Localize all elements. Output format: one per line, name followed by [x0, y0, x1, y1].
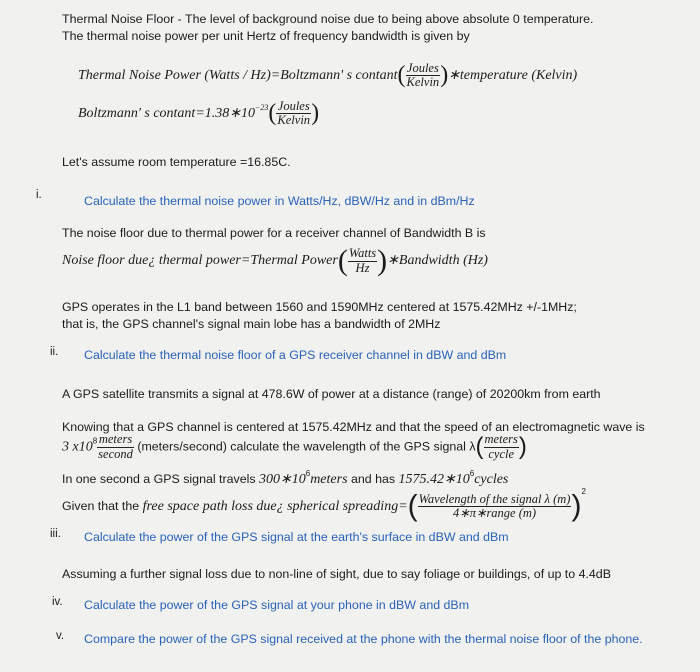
noise-floor-line: The noise floor due to thermal power for a receiver channel of Bandwidth B is: [62, 226, 486, 240]
gps-line-2: that is, the GPS channel's signal main lobe has a bandwidth of 2MHz: [62, 317, 441, 331]
noise-floor-equation: Noise floor due¿ thermal power=Thermal Power( $\frac{\text{Watts}}{Hz}$ )∗Bandwidth (Hz): [62, 244, 488, 277]
eq1-denominator: Kelvin: [406, 75, 440, 90]
question-2-text: Calculate the thermal noise floor of a GPS receiver channel in dBW and dBm: [84, 348, 507, 362]
question-5-label: v.: [56, 630, 65, 642]
eq1-numerator: Joules: [406, 61, 439, 75]
gps-line-1: GPS operates in the L1 band between 1560 and 1590MHz centered at 1575.42MHz +/-1MHz;: [62, 300, 577, 314]
one-second-value-exponent: 6: [305, 469, 311, 478]
thermal-noise-equation: Thermal Noise Power (Watts / Hz)=Boltzmann' s contant( $\frac{\text{Joules}}{\text{Kelvin}}$ )∗temperature (Kelvin): [78, 61, 578, 90]
wave-speed-fraction: [97, 433, 134, 460]
eq2-exponent: −23: [255, 102, 269, 112]
fspl-exponent: 2: [581, 487, 586, 496]
eq2-numerator: Joules: [277, 99, 310, 113]
wave-line-1: Knowing that a GPS channel is centered at 1575.42MHz and that the speed of an electromagnetic wave is: [62, 420, 645, 434]
wave-speed-denominator: second: [98, 446, 133, 461]
wave-speed-numerator: meters: [98, 432, 133, 447]
question-5-text: Compare the power of the GPS signal received at the phone with the thermal noise floor of the phone.: [84, 632, 643, 646]
eq2-denominator: Kelvin: [277, 113, 311, 128]
fspl-numerator: Wavelength of the signal λ (m): [418, 492, 571, 507]
foliage-line: Assuming a further signal loss due to non-line of sight, due to say foliage or buildings, of up to 4.4dB: [62, 567, 611, 581]
one-second-unit: meters: [310, 472, 348, 487]
question-3-label: iii.: [50, 528, 61, 540]
question-1-text: Calculate the thermal noise power in Watts/Hz, dBW/Hz and in dBm/Hz: [84, 194, 475, 208]
one-second-value: 300∗10: [259, 472, 306, 487]
boltzmann-equation: Boltzmann' s $contant=1.38∗10^{-23}$( $\frac{\text{Joules}}{\text{Kelvin}}$ ): [78, 99, 320, 128]
question-1-label: i.: [36, 189, 42, 201]
wave-coefficient: 3 x10: [62, 439, 93, 455]
one-second-line: [62, 469, 508, 488]
eq1-fraction: [406, 62, 441, 89]
noise-floor-fraction: [348, 247, 377, 274]
question-3-text: Calculate the power of the GPS signal at the earth's surface in dBW and dBm: [84, 530, 509, 544]
eq1-lhs: Thermal Noise Power (Watts / Hz)=Boltzmann' s contant: [78, 67, 398, 83]
eq2-fraction: [276, 100, 311, 127]
satellite-line: A GPS satellite transmits a signal at 478.6W of power at a distance (range) of 20200km from earth: [62, 387, 601, 401]
noise-floor-lhs: Noise floor due¿ thermal power=Thermal Power: [62, 253, 338, 269]
question-4-text: Calculate the power of the GPS signal at your phone in dBW and dBm: [84, 598, 470, 612]
eq1-rhs: ∗temperature (Kelvin): [448, 67, 578, 83]
question-4-label: iv.: [52, 596, 63, 608]
intro-line-1: Thermal Noise Floor - The level of background noise due to being above absolute 0 temperature.: [62, 12, 594, 26]
wavelength-unit-denominator: cycle: [488, 446, 515, 461]
wavelength-unit-fraction: [484, 433, 519, 460]
one-second-value-2: 1575.42∗10: [398, 472, 470, 487]
one-second-pre: In one second a GPS signal travels: [62, 472, 259, 486]
wave-middle-text: (meters/second) calculate the wavelength of the GPS signal λ: [137, 439, 476, 454]
fspl-line: Given that the free space path loss due¿ spherical spreading=( $\frac{\text{Wavelength of the signal λ (m)}}{\text{4∗π∗range (m)}}$ )$^2$: [62, 487, 586, 523]
fspl-denominator: 4∗π∗range (m): [452, 506, 537, 521]
wave-coefficient-exponent: 8: [92, 436, 98, 446]
wave-line-2: 3 $x10^8$ $\frac{\text{meters}}{\text{second}}$ (meters/second) calculate the wavelength of the GPS signal λ( $\frac{\text{meters}}{\text{cycle}}$ ): [62, 432, 527, 461]
one-second-value-2-exponent: 6: [469, 469, 475, 478]
one-second-mid: and has: [347, 472, 399, 486]
fspl-fraction: [418, 493, 572, 520]
intro-line-2: The thermal noise power per unit Hertz of frequency bandwidth is given by: [62, 29, 470, 43]
room-temperature: Let's assume room temperature =16.85C.: [62, 155, 291, 169]
fspl-italic: free space path loss due¿ spherical spreading=: [142, 499, 408, 514]
noise-floor-rhs: ∗Bandwidth (Hz): [387, 253, 488, 269]
fspl-pre: Given that the: [62, 499, 143, 513]
eq2-lhs: Boltzmann' s contant=1.38∗10: [78, 105, 256, 121]
noise-floor-numerator: Watts: [348, 246, 377, 261]
question-2-label: ii.: [50, 346, 59, 358]
one-second-unit-2: cycles: [474, 472, 509, 487]
wavelength-unit-numerator: meters: [484, 432, 518, 447]
noise-floor-denominator: Hz: [355, 260, 370, 275]
